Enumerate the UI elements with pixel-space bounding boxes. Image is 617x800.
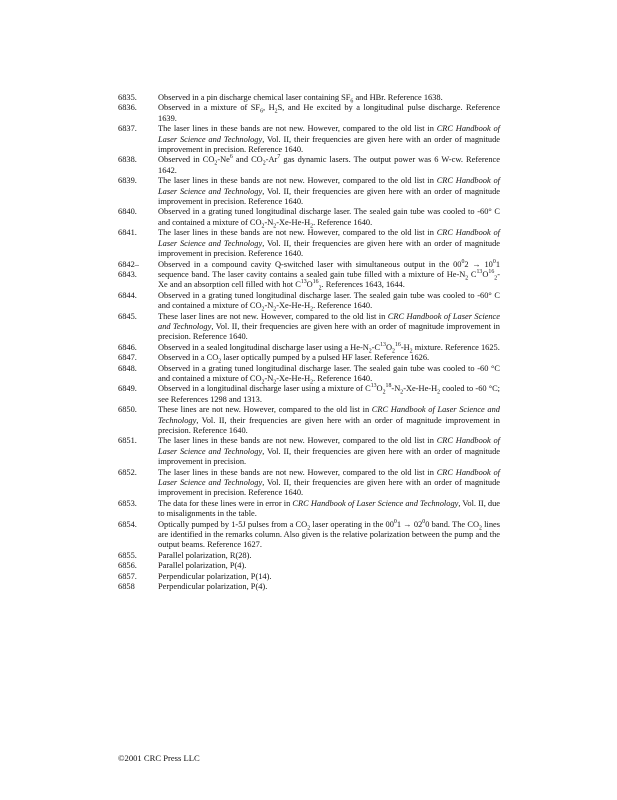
note-text: The laser lines in these bands are not new. However, compared to the old list in CRC Handbook of Laser Science and Technology, Vol. II, their frequencies are given here with an order of magnitude improvement in precision. Reference 1640. bbox=[158, 176, 500, 207]
note-text: Observed in a grating tuned longitudinal discharge laser. The sealed gain tube was cooled to -60 °C and contained a mixture of $CO_2-N_2-Xe-He-H_2$. Reference 1640. bbox=[158, 363, 500, 386]
note-item bbox=[118, 551, 500, 561]
note-text: Parallel polarization, P(4). bbox=[158, 561, 247, 571]
note-item bbox=[118, 343, 500, 353]
note-text: The laser lines in these bands are not new. However, compared to the old list in CRC Handbook of Laser Science and Technology, Vol. II, their frequencies are given here with an order of magnitude improvement in precision. Reference 1640. bbox=[158, 228, 500, 259]
note-number: 6857. bbox=[118, 571, 137, 581]
note-number: 6847. bbox=[118, 353, 137, 363]
note-text: Observed in $CO_2-Ne^6$ and $CO_2-Ar^7$ gas dynamic lasers. The output power was 6 W-cw. Reference 1642. bbox=[158, 154, 500, 175]
note-number: 6844. bbox=[118, 290, 137, 300]
note-text: Observed in a longitudinal discharge laser using a mixture of $C^{13}O_2^{18}-N_2-Xe-He-H_2$ cooled to -60 °C; see References 1298 and 1313. bbox=[158, 383, 501, 404]
note-text: These lines are not new. However, compared to the old list in CRC Handbook of Laser Science and Technology, Vol. II, their frequencies are given here with an order of magnitude improvement in precision. Reference 1640. bbox=[158, 405, 500, 435]
note-number: 6851. bbox=[118, 436, 137, 446]
note-item bbox=[118, 207, 500, 228]
notes-list bbox=[118, 93, 500, 593]
note-text: Perpendicular polarization, P(4). bbox=[158, 582, 268, 592]
note-number: 6846. bbox=[118, 342, 137, 352]
note-item bbox=[118, 561, 500, 571]
note-number: 6838. bbox=[118, 155, 137, 165]
note-item bbox=[118, 228, 500, 259]
copyright-footer: ©2001 CRC Press LLC bbox=[118, 753, 200, 763]
note-item bbox=[118, 520, 500, 551]
note-number: 6848. bbox=[118, 363, 137, 373]
note-text: Observed in a sealed longitudinal discharge laser using a $He-N_2-C^{13}O_2^{16}-H_2$ mixture. Reference 1625. bbox=[158, 341, 500, 355]
note-item bbox=[118, 353, 500, 363]
note-text: Optically pumped by 1-5J pulses from a $CO_2$ laser operating in the $00^01 \to 02^00$ band. The $CO_2$ lines are identified in the remarks column. Also given is the relative polarization between the pump and the output beams. Reference 1627. bbox=[158, 518, 500, 550]
note-item bbox=[118, 405, 500, 436]
note-item bbox=[118, 176, 500, 207]
note-number: 6839. bbox=[118, 176, 137, 186]
note-number: 6856. bbox=[118, 561, 137, 571]
note-number: 6837. bbox=[118, 124, 137, 134]
note-item bbox=[118, 572, 500, 582]
note-number: 6852. bbox=[118, 467, 137, 477]
note-item bbox=[118, 93, 500, 103]
note-text: Perpendicular polarization, P(14). bbox=[158, 571, 272, 581]
note-text: Observed in a pin discharge chemical laser containing $SF_6$ and HBr. Reference 1638. bbox=[158, 93, 443, 105]
note-number: 6845. bbox=[118, 311, 137, 321]
note-text: The data for these lines were in error in CRC Handbook of Laser Science and Technology, Vol. II, due to misalignments in the table. bbox=[158, 498, 500, 519]
note-text: Observed in a $CO_2$ laser optically pumped by a pulsed HF laser. Reference 1626. bbox=[158, 353, 430, 365]
note-text: The laser lines in these bands are not new. However, compared to the old list in CRC Handbook of Laser Science and Technology, Vol. II, their frequencies are given here with an order of magnitude improvement in precision. bbox=[158, 436, 500, 467]
note-number: 6836. bbox=[118, 103, 137, 113]
note-number: 6841. bbox=[118, 228, 137, 238]
note-number: 6855. bbox=[118, 550, 137, 560]
note-text: Parallel polarization, R(28). bbox=[158, 550, 252, 560]
note-item bbox=[118, 436, 500, 467]
note-number: 6853. bbox=[118, 498, 137, 508]
note-text: These laser lines are not new. However, compared to the old list in CRC Handbook of Laser Science and Technology, Vol. II, their frequencies are given here with an order of magnitude improvement in precision. Reference 1640. bbox=[158, 311, 500, 342]
note-number: 6835. bbox=[118, 93, 137, 102]
note-item bbox=[118, 384, 500, 405]
note-item bbox=[118, 364, 500, 385]
note-number: 6842– 6843. bbox=[118, 259, 139, 279]
note-item bbox=[118, 291, 500, 312]
note-item bbox=[118, 468, 500, 499]
note-number: 6854. bbox=[118, 519, 137, 529]
note-text: Observed in a grating tuned longitudinal discharge laser. The sealed gain tube was cooled to -60° C and contained a mixture of $CO_2-N_2-Xe-He-H_2$. Reference 1640. bbox=[158, 207, 500, 230]
note-item bbox=[118, 155, 500, 176]
note-item bbox=[118, 499, 500, 520]
note-number: 6849. bbox=[118, 384, 137, 394]
note-item bbox=[118, 582, 500, 592]
note-text: The laser lines in these bands are not new. However, compared to the old list in CRC Handbook of Laser Science and Technology, Vol. II, their frequencies are given here with an order of magnitude improvement in precision. Reference 1640. bbox=[158, 124, 500, 155]
note-item bbox=[118, 103, 500, 124]
note-number: 6858 bbox=[118, 582, 135, 592]
note-text: The laser lines in these bands are not new. However, compared to the old list in CRC Handbook of Laser Science and Technology, Vol. II, their frequencies are given here with an order of magnitude improvement in precision. Reference 1640. bbox=[158, 467, 500, 498]
note-item bbox=[118, 124, 500, 155]
note-number: 6840. bbox=[118, 207, 137, 217]
note-text: Observed in a compound cavity Q-switched laser with simultaneous output in the $00^02 \to 10^01$ sequence band. The laser cavity contains a sealed gain tube filled with a mixture of $He-N_2$ $C^{13}O^{16}_2-Xe$ and an absorption cell filled with hot $C^{13}O^{16}_2$. References 1643, 1644. bbox=[158, 258, 500, 292]
note-item bbox=[118, 312, 500, 343]
note-number: 6850. bbox=[118, 405, 137, 415]
note-item bbox=[118, 260, 500, 291]
note-text: Observed in a mixture of $SF_6$, $H_2S$, and He excited by a longitudinal pulse discharge. Reference 1639. bbox=[158, 103, 500, 123]
note-text: Observed in a grating tuned longitudinal discharge laser. The sealed gain tube was cooled to -60° C and contained a mixture of $CO_2-N_2-Xe-He-H_2$. Reference 1640. bbox=[158, 290, 500, 313]
